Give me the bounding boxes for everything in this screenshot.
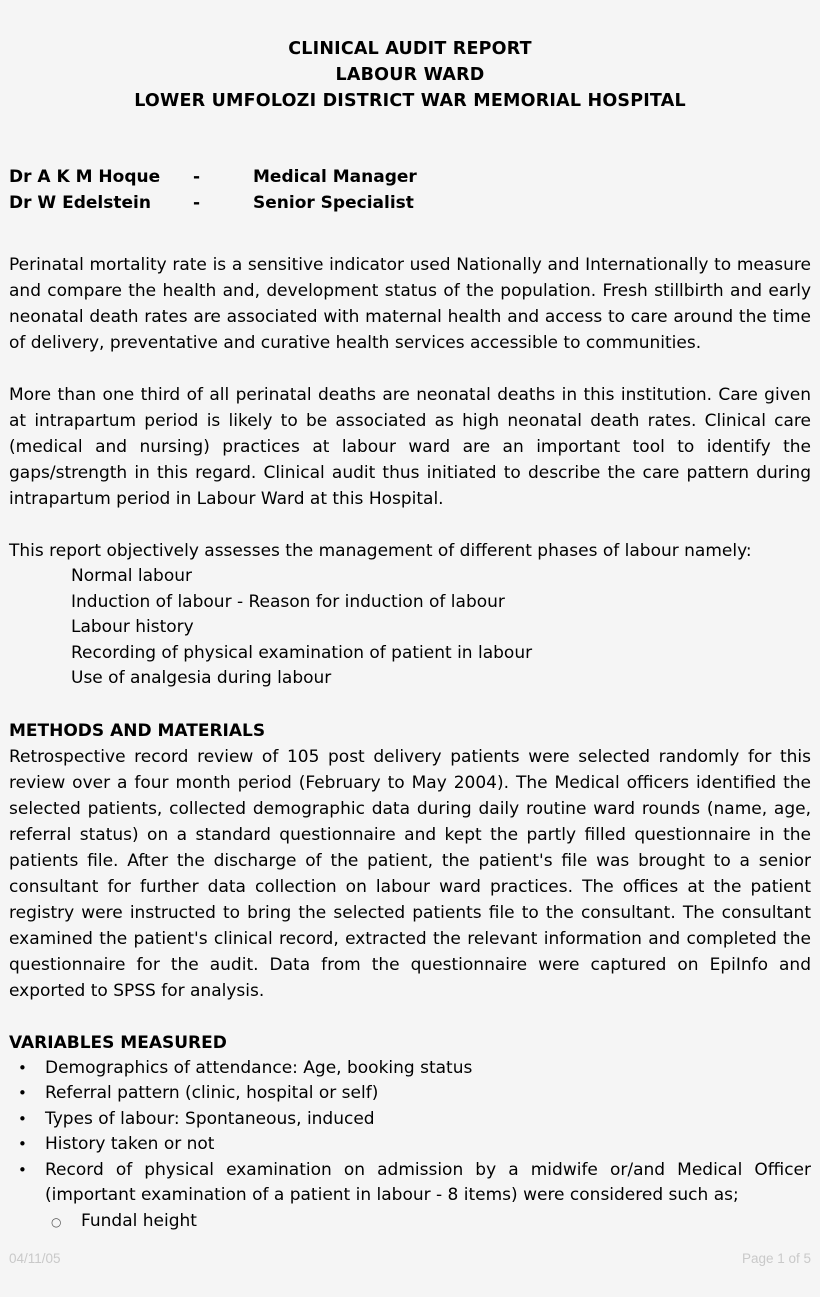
credit-name: Dr A K M Hoque (9, 167, 161, 187)
list-item: Induction of labour - Reason for induction of labour (71, 591, 505, 612)
list-item (9, 1056, 811, 1082)
bullet-icon: • (18, 1084, 27, 1102)
bullet-icon: • (18, 1135, 27, 1153)
bullet-icon: • (18, 1058, 27, 1077)
labour-phases-list (9, 564, 811, 692)
footer-page-number: Page 1 of 5 (741, 1250, 811, 1266)
objectives-lead-in: This report objectively assesses the management of different phases of labour namely: (9, 541, 752, 561)
list-item-label: Demographics of attendance: Age, booking status (45, 1057, 473, 1078)
credit-role: Medical Manager (253, 167, 417, 187)
bullet-icon: • (18, 1109, 27, 1128)
report-title-line-1: CLINICAL AUDIT REPORT (288, 39, 532, 59)
variables-sub-bullet-list (9, 1209, 811, 1235)
list-item (9, 1081, 811, 1107)
hollow-bullet-icon: ○ (51, 1214, 62, 1229)
author-credits (9, 164, 811, 216)
report-title-line-3: LOWER UMFOLOZI DISTRICT WAR MEMORIAL HOSPITAL (134, 91, 686, 111)
document-content (9, 0, 811, 1234)
credit-name: Dr W Edelstein (9, 193, 151, 213)
list-item (9, 1107, 811, 1133)
list-item: Labour history (71, 617, 194, 637)
methods-paragraph: Retrospective record review of 105 post delivery patients were selected randomly for this review over a four month period (February to May 2004). The Medical officers identified the selected patients, collected demographic data during daily routine ward rounds (name, age, referral status) on a standard questionnaire and kept the partly filled questionnaire in the patients file. After the discharge of the patient, the patient's file was brought to a senior consultant for further data collection on labour ward practices. The offices at the patient registry were instructed to bring the selected patients file to the consultant. The consultant examined the patient's clinical record, extracted the relevant information and completed the questionnaire for the audit. Data from the questionnaire were captured on EpiInfo and exported to SPSS for analysis. (9, 746, 811, 1001)
list-item-label: History taken or not (45, 1134, 215, 1154)
report-title-block (9, 0, 811, 114)
list-item (9, 1158, 811, 1209)
credit-row (9, 190, 811, 216)
list-item-label: Types of labour: Spontaneous, induced (45, 1108, 375, 1129)
footer-date: 04/11/05 (9, 1250, 61, 1266)
intro-paragraph-1: Perinatal mortality rate is a sensitive indicator used Nationally and Internationally to measure and compare the health and, development status of the population. Fresh stillbirth and early neonatal death rates are associated with maternal health and access to care around the time of delivery, preventative and curative health services accessible to communities. (9, 255, 811, 353)
page-footer (9, 1247, 811, 1269)
section-heading-variables: VARIABLES MEASURED (9, 1032, 227, 1053)
report-title-line-2: LABOUR WARD (335, 65, 485, 85)
list-item-label: Record of physical examination on admission by a midwife or/and Medical Officer (important examination of a patient in labour - 8 items) were considered such as; (45, 1159, 811, 1205)
intro-paragraph-2: More than one third of all perinatal deaths are neonatal deaths in this institution. Care given at intrapartum period is likely to be associated as high neonatal death rates. Clinical care (medical and nursing) practices at labour ward are an important tool to identify the gaps/strength in this regard. Clinical audit thus initiated to describe the care pattern during intrapartum period in Labour Ward at this Hospital. (9, 385, 811, 509)
credit-row (9, 164, 811, 190)
credit-role: Senior Specialist (253, 193, 414, 213)
credit-dash: - (193, 193, 201, 213)
list-item-label: Fundal height (81, 1210, 197, 1231)
list-item (9, 1209, 811, 1235)
bullet-icon: • (18, 1160, 27, 1179)
variables-bullet-list (9, 1056, 811, 1209)
list-item: Recording of physical examination of patient in labour (71, 642, 533, 663)
credit-dash: - (193, 167, 201, 187)
list-item: Normal labour (71, 566, 193, 586)
list-item: Use of analgesia during labour (71, 668, 332, 688)
list-item (9, 1132, 811, 1158)
section-heading-methods: METHODS AND MATERIALS (9, 720, 266, 741)
list-item-label: Referral pattern (clinic, hospital or self) (45, 1083, 379, 1103)
